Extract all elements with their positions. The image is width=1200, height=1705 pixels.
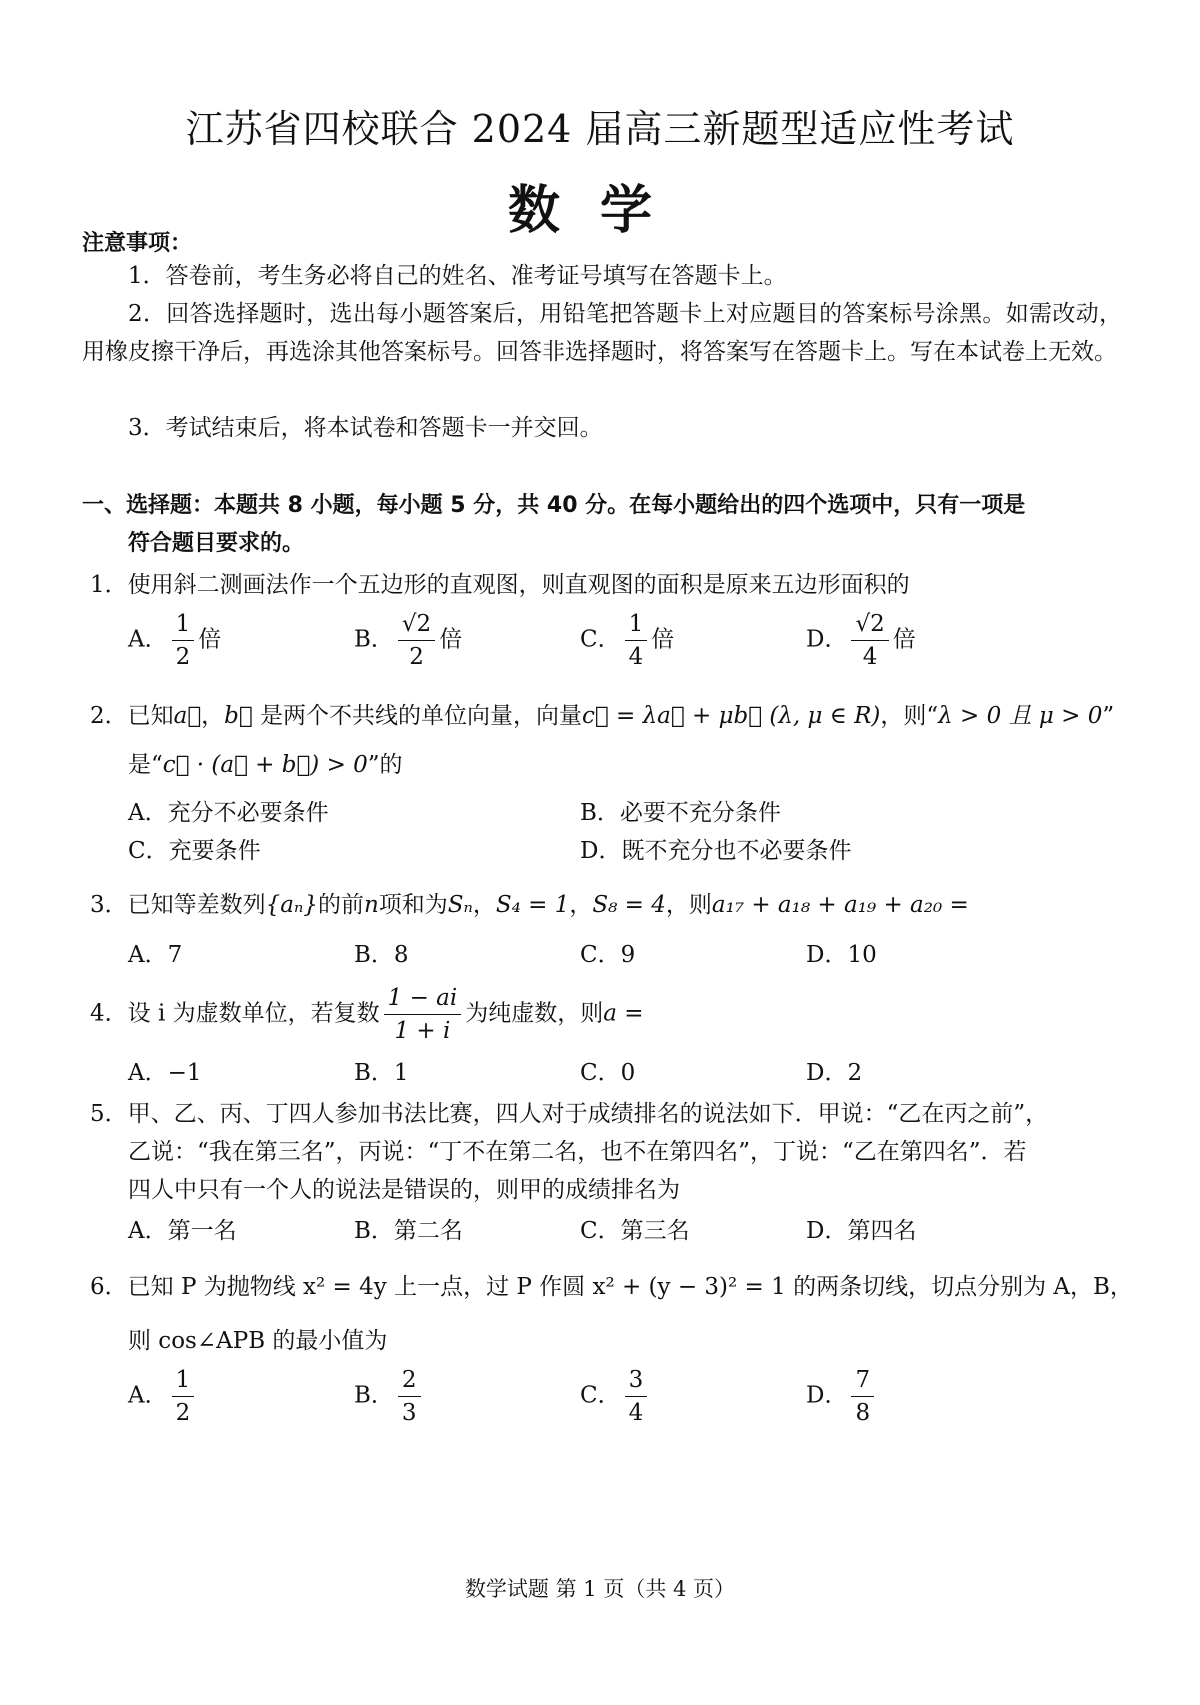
q3-text: ， <box>472 892 496 918</box>
subject-title: 数学 <box>507 181 692 241</box>
option-label: C． <box>580 626 621 653</box>
q6-option-c <box>580 1364 651 1429</box>
q5-option-c: C．第三名 <box>580 1218 690 1244</box>
option-label: A． <box>128 626 168 653</box>
option-label: B． <box>354 1382 394 1409</box>
denominator: 2 <box>175 644 191 670</box>
q3-option-a: A．7 <box>128 942 183 968</box>
numerator: 1 <box>172 608 195 641</box>
exam-title: 江苏省四校联合 2024 届高三新题型适应性考试 <box>185 107 1015 151</box>
q2-text: ，则“ <box>880 703 939 729</box>
q5-option-a: A．第一名 <box>128 1218 237 1244</box>
q2-text: ” <box>1102 703 1115 729</box>
q4-variable: a = <box>603 1000 644 1027</box>
numerator: 1 − ai <box>384 982 462 1015</box>
section-heading-line2: 符合题目要求的。 <box>128 531 305 556</box>
q1-option-c <box>580 608 674 673</box>
q2-stem-line1 <box>90 697 1114 730</box>
q3-option-d: D．10 <box>806 942 877 968</box>
q4-fraction <box>384 982 462 1047</box>
option-label: D． <box>806 626 848 653</box>
numerator: 1 <box>625 608 648 641</box>
q3-text: 项和为 <box>378 892 448 918</box>
notice-item-1: 1．答卷前，考生务必将自己的姓名、准考证号填写在答题卡上。 <box>128 263 787 289</box>
q1-option-b <box>354 608 462 673</box>
q2-condition: λ > 0 且 μ > 0 <box>938 703 1103 729</box>
q3-s8: S₈ = 4 <box>592 892 666 918</box>
page-footer: 数学试题 第 1 页（共 4 页） <box>464 1577 736 1601</box>
q4-stem <box>90 982 644 1047</box>
q5-option-b: B．第二名 <box>354 1218 463 1244</box>
denominator: 4 <box>628 644 644 670</box>
q3-text: ，则 <box>665 892 712 918</box>
denominator: 8 <box>855 1400 871 1426</box>
fraction <box>851 1364 874 1429</box>
option-unit: 倍 <box>439 626 463 653</box>
notice-item-3: 3．考试结束后，将本试卷和答题卡一并交回。 <box>128 415 603 441</box>
fraction <box>172 608 195 673</box>
denominator: 3 <box>401 1400 417 1426</box>
q3-stem <box>90 886 969 919</box>
numerator: √2 <box>398 608 435 641</box>
q6-option-d <box>806 1364 878 1429</box>
q2-condition-2: c⃗ · (a⃗ + b⃗) > 0 <box>162 752 368 778</box>
q2-text: 2．已知 <box>90 703 174 729</box>
fraction <box>398 608 435 673</box>
numerator: 2 <box>398 1364 421 1397</box>
q2-option-c: C．充要条件 <box>128 838 261 864</box>
q2-stem-line2 <box>128 746 403 779</box>
q4-text: 为纯虚数，则 <box>465 1000 604 1027</box>
q2-text: ， <box>201 703 225 729</box>
fraction <box>172 1364 195 1429</box>
q3-text: 3．已知等差数列 <box>90 892 266 918</box>
denominator: 2 <box>175 1400 191 1426</box>
q2-text: ”的 <box>367 752 403 778</box>
q3-option-b: B．8 <box>354 942 409 968</box>
q2-text: 是“ <box>128 752 163 778</box>
q5-option-d: D．第四名 <box>806 1218 917 1244</box>
q6-stem-line2: 则 cos∠APB 的最小值为 <box>128 1328 388 1354</box>
q2-text: 是两个不共线的单位向量，向量 <box>252 703 582 729</box>
q1-option-a <box>128 608 221 673</box>
q5-stem-line1: 5．甲、乙、丙、丁四人参加书法比赛，四人对于成绩排名的说法如下．甲说：“乙在丙之前”， <box>90 1101 1049 1127</box>
q3-option-c: C．9 <box>580 942 636 968</box>
q6-option-a <box>128 1364 198 1429</box>
q3-expression: a₁₇ + a₁₈ + a₁₉ + a₂₀ = <box>711 892 969 918</box>
vector-b: b⃗ <box>224 703 253 729</box>
q4-option-d: D．2 <box>806 1060 863 1086</box>
q3-n: n <box>363 892 379 918</box>
q2-option-a: A．充分不必要条件 <box>128 800 329 826</box>
q6-stem-line1: 6．已知 P 为抛物线 x² = 4y 上一点，过 P 作圆 x² + (y − 3)² = 1 的两条切线，切点分别为 A，B， <box>90 1274 1133 1300</box>
q2-formula: c⃗ = λa⃗ + μb⃗ (λ, μ ∈ R) <box>582 703 881 729</box>
notice-item-2: 2．回答选择题时，选出每小题答案后，用铅笔把答题卡上对应题目的答案标号涂黑。如需改动，用橡皮擦干净后，再选涂其他答案标号。回答非选择题时，将答案写在答题卡上。写在本试卷上无效。 <box>82 301 1122 365</box>
q3-sequence: {aₙ} <box>265 892 318 918</box>
option-unit: 倍 <box>198 626 222 653</box>
option-label: D． <box>806 1382 848 1409</box>
fraction <box>398 1364 421 1429</box>
denominator: 4 <box>628 1400 644 1426</box>
notice-heading: 注意事项： <box>82 231 193 256</box>
q4-text: 4．设 i 为虚数单位，若复数 <box>90 1000 380 1027</box>
option-label: A． <box>128 1382 168 1409</box>
denominator: 4 <box>862 644 878 670</box>
fraction <box>851 608 888 673</box>
q4-option-c: C．0 <box>580 1060 636 1086</box>
q4-option-b: B．1 <box>354 1060 409 1086</box>
q3-sn: Sₙ <box>447 892 473 918</box>
option-label: C． <box>580 1382 621 1409</box>
q6-option-b <box>354 1364 425 1429</box>
q3-text: 的前 <box>317 892 364 918</box>
fraction <box>625 1364 648 1429</box>
q2-option-b: B．必要不充分条件 <box>580 800 781 826</box>
q2-option-d: D．既不充分也不必要条件 <box>580 838 852 864</box>
q3-s4: S₄ = 1 <box>495 892 570 918</box>
option-unit: 倍 <box>892 626 916 653</box>
numerator: 7 <box>851 1364 874 1397</box>
q1-stem: 1．使用斜二测画法作一个五边形的直观图，则直观图的面积是原来五边形面积的 <box>90 572 910 598</box>
fraction <box>625 608 648 673</box>
numerator: √2 <box>851 608 888 641</box>
vector-a: a⃗ <box>173 703 202 729</box>
q3-text: ， <box>569 892 593 918</box>
q5-stem-line2: 乙说：“我在第三名”，丙说：“丁不在第二名，也不在第四名”，丁说：“乙在第四名”．若 <box>128 1139 1027 1165</box>
numerator: 3 <box>625 1364 648 1397</box>
denominator: 2 <box>409 644 424 670</box>
q4-option-a: A．−1 <box>128 1060 202 1086</box>
option-unit: 倍 <box>651 626 675 653</box>
q5-stem-line3: 四人中只有一个人的说法是错误的，则甲的成绩排名为 <box>128 1177 680 1203</box>
q1-option-d <box>806 608 916 673</box>
option-label: B． <box>354 626 394 653</box>
denominator: 1 + i <box>394 1018 451 1044</box>
section-heading-line1: 一、选择题：本题共 8 小题，每小题 5 分，共 40 分。在每小题给出的四个选项中，只有一项是 <box>82 493 1026 518</box>
numerator: 1 <box>172 1364 195 1397</box>
